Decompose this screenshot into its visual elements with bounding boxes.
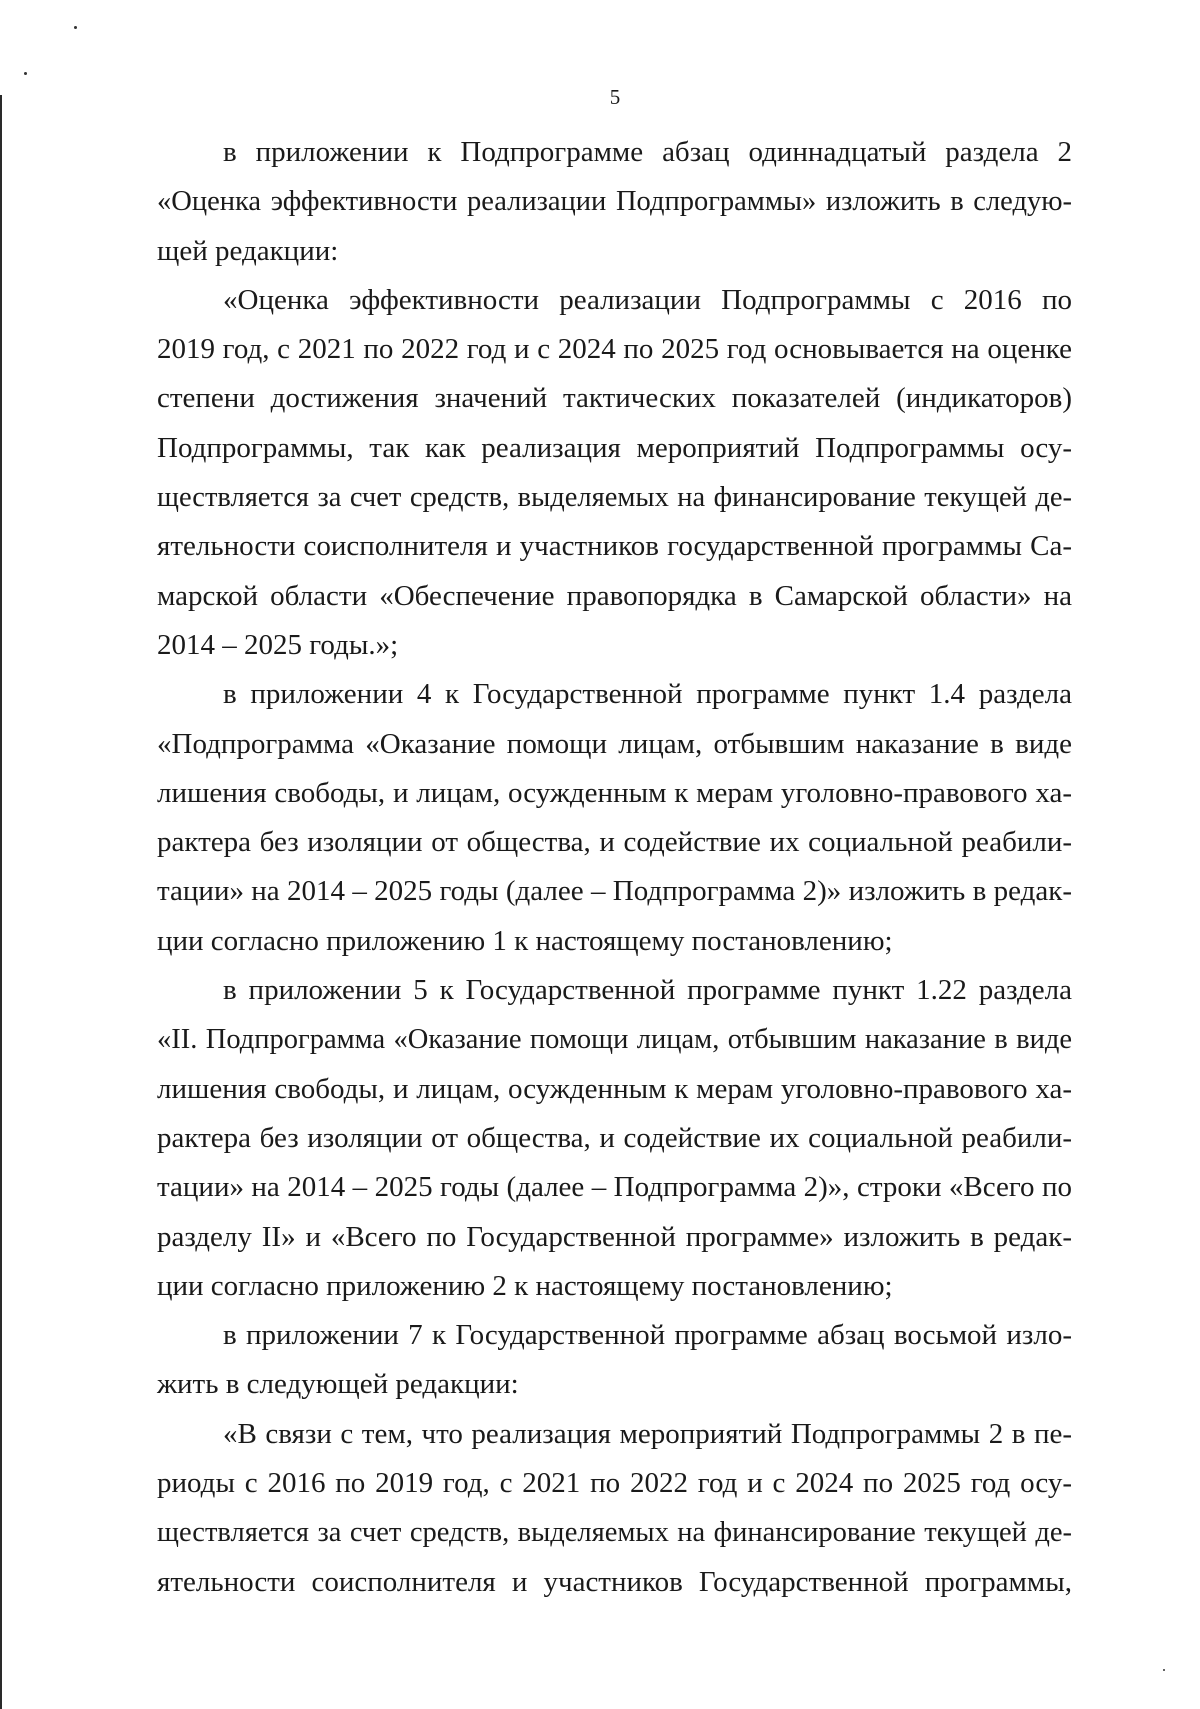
document-body [157,128,1072,1607]
text-line: «Подпрограмма «Оказание помощи лицам, отбывшим наказание в виде [157,727,1072,760]
page-number: 5 [609,85,621,109]
text-line: 2019 год, с 2021 по 2022 год и с 2024 по 2025 год основывается на оценке [157,333,1072,366]
text-line: жить в следующей редакции: [157,1368,519,1401]
text-line: в приложении 5 к Государственной программе пункт 1.22 раздела [223,974,1072,1007]
text-line: в приложении к Подпрограмме абзац одиннадцатый раздела 2 [223,136,1072,168]
text-line: рактера без изоляции от общества, и содействие их социальной реабили- [157,1121,1072,1154]
text-line: в приложении 7 к Государственной программе абзац восьмой изло- [223,1319,1072,1352]
text-line: риоды с 2016 по 2019 год, с 2021 по 2022 год и с 2024 по 2025 год осу- [157,1467,1072,1500]
scan-speck [74,26,77,29]
text-line: лишения свободы, и лицам, осужденным к мерам уголовно-правового ха- [157,776,1072,809]
text-line: «В связи с тем, что реализация мероприятий Подпрограммы 2 в пе- [223,1417,1072,1450]
text-line: ществляется за счет средств, выделяемых на финансирование текущей де- [157,1517,1072,1549]
text-line: марской области «Обеспечение правопорядка в Самарской области» на [157,579,1072,612]
text-line: «II. Подпрограмма «Оказание помощи лицам, отбывшим наказание в виде [157,1024,1072,1056]
text-line: щей редакции: [157,234,339,267]
scan-left-edge [0,95,2,1709]
text-line: ятельности соисполнителя и участников государственной программы Са- [157,530,1072,563]
text-line: степени достижения значений тактических показателей (индикаторов) [157,382,1072,415]
text-line: лишения свободы, и лицам, осужденным к мерам уголовно-правового ха- [157,1072,1072,1105]
scan-speck [24,72,27,75]
text-line: 2014 – 2025 годы.»; [157,628,399,661]
text-line: тации» на 2014 – 2025 годы (далее – Подпрограмма 2)», строки «Всего по [157,1171,1072,1204]
text-line: тации» на 2014 – 2025 годы (далее – Подпрограмма 2)» изложить в редак- [157,875,1072,908]
text-line: ществляется за счет средств, выделяемых на финансирование текущей де- [157,482,1072,514]
text-line: «Оценка эффективности реализации Подпрограммы» изложить в следую- [157,186,1072,218]
text-line: разделу II» и «Всего по Государственной программе» изложить в редак- [157,1220,1072,1253]
text-line: ции согласно приложению 1 к настоящему постановлению; [157,924,893,957]
text-line: «Оценка эффективности реализации Подпрограммы с 2016 по [223,283,1072,316]
text-line: Подпрограммы, так как реализация мероприятий Подпрограммы осу- [157,431,1072,464]
text-line: ции согласно приложению 2 к настоящему постановлению; [157,1269,893,1302]
text-line: в приложении 4 к Государственной программе пункт 1.4 раздела [223,678,1072,711]
text-line: рактера без изоляции от общества, и содействие их социальной реабили- [157,826,1072,859]
scan-speck [1163,1669,1165,1671]
text-line: ятельности соисполнителя и участников Государственной программы, [157,1565,1072,1598]
